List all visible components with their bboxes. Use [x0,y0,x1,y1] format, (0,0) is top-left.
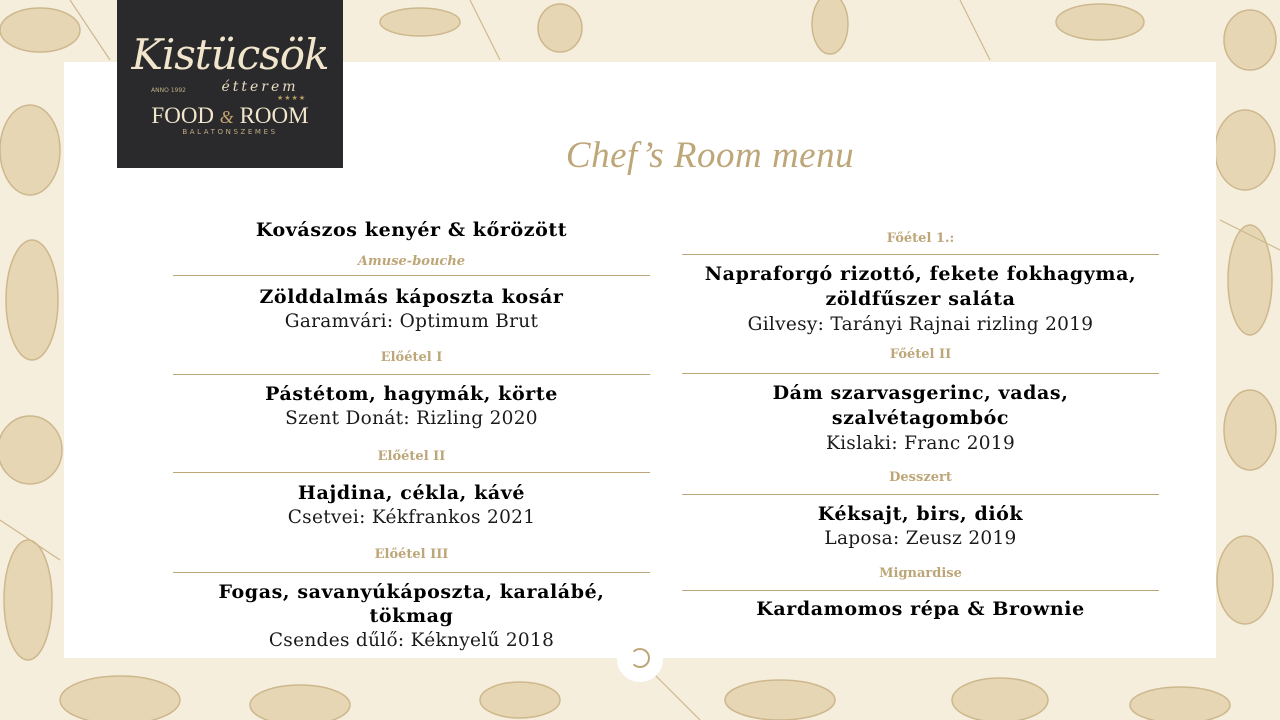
page-indicator [617,636,663,682]
menu-column-right [682,218,1159,638]
wine-pairing: Garamvári: Optimum Brut [284,311,539,332]
course-label: Desszert [889,470,952,485]
course-label: Előétel I [380,350,443,365]
page-indicator-icon [630,648,650,668]
dish-name-line2: szalvétagombóc [831,407,1010,429]
course-divider [682,373,1159,374]
dish-name-line1: Fogas, savanyúkáposzta, karalábé, [218,581,605,603]
course-divider [173,572,650,573]
course-divider [173,472,650,473]
dish-name-line1: Dám szarvasgerinc, vadas, [772,382,1069,404]
wine-pairing: Csendes dűlő: Kéknyelű 2018 [268,630,555,651]
wine-pairing: Laposa: Zeusz 2019 [824,528,1017,549]
dish-name: Kardamomos répa & Brownie [756,598,1085,620]
course-label: Főétel II [889,347,952,362]
course-divider [682,494,1159,495]
dish-name: Kéksajt, birs, diók [817,503,1024,525]
dish-name: Pástétom, hagymák, körte [265,383,558,405]
logo-brand [117,103,343,129]
wine-pairing: Gilvesy: Tarányi Rajnai rizling 2019 [747,314,1094,335]
logo-subtitle: étterem [221,79,299,95]
menu-column-left [173,218,650,658]
logo-anno: ANNO 1992 [151,87,186,94]
restaurant-logo [117,0,343,168]
logo-brand-amp: & [219,107,234,127]
course-label: Előétel III [374,547,449,562]
menu-title: Chef’s Room menu [565,135,855,176]
dish-name-line2: zöldfűszer saláta [825,288,1016,310]
course-divider [682,254,1159,255]
logo-stars: ★★★★ [277,94,307,102]
course-divider [682,590,1159,591]
dish-name-line2: tökmag [369,605,454,627]
logo-name: Kistücsök [131,30,329,79]
course-label: Előétel II [377,449,446,464]
wine-pairing: Csetvei: Kékfrankos 2021 [287,507,536,528]
dish-name-line1: Napraforgó rizottó, fekete fokhagyma, [704,263,1137,285]
course-label: Mignardise [879,566,962,581]
logo-brand-food: FOOD [151,103,215,128]
course-label: Amuse-bouche [357,254,466,269]
course-divider [173,374,650,375]
course-label: Főétel 1.: [886,231,955,246]
wine-pairing: Szent Donát: Rizling 2020 [285,408,538,429]
opening-dish: Kovászos kenyér & kőrözött [255,219,568,241]
course-divider [173,275,650,276]
logo-location: BALATONSZEMES [182,128,278,136]
dish-name: Hajdina, cékla, kávé [297,482,526,504]
dish-name: Zölddalmás káposzta kosár [259,286,564,308]
logo-brand-room: ROOM [239,103,309,128]
wine-pairing: Kislaki: Franc 2019 [825,433,1016,454]
